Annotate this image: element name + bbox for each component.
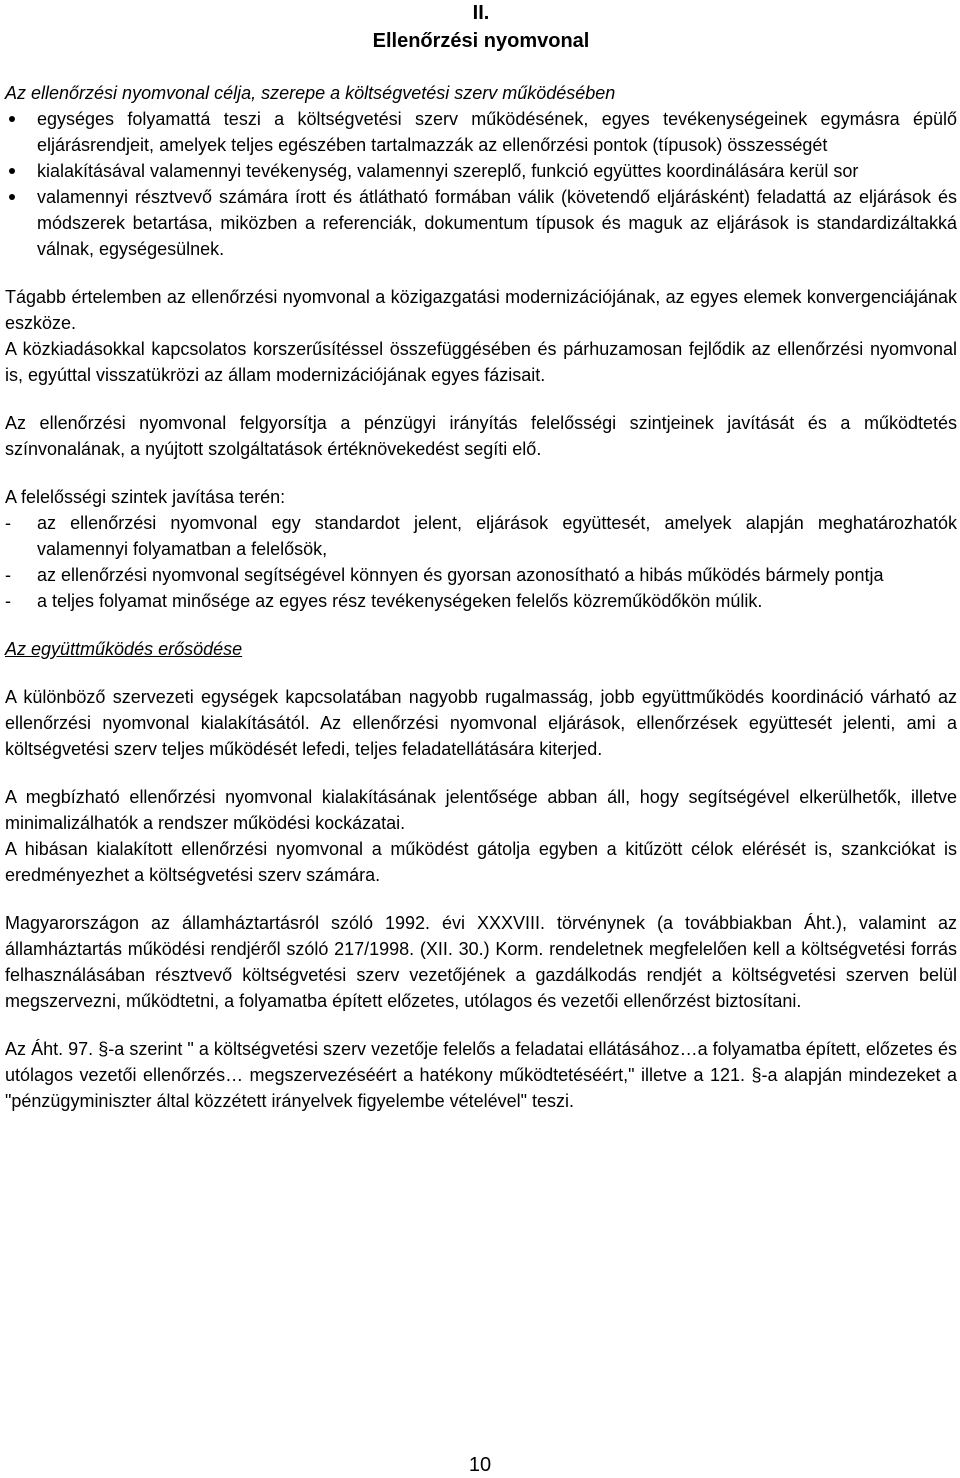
dash-item-text: a teljes folyamat minősége az egyes rész tevékenységeken felelős közreműködőkön múlik. [37,591,763,611]
paragraph-aht-quote: Az Áht. 97. §-a szerint " a költségvetési szerv vezetője felelős a feladatai ellátásához…a folyamatba épített, előzetes és utólagos vezetői ellenőrzés… megszervezéséért a hatékony működtetéséért," illetve a 121. §-a alapján mindezeket a "pénzügyminiszter által közzétett irányelvek figyelembe vételével" teszi. [5,1039,957,1111]
paragraph-cooperation: A különböző szervezeti egységek kapcsolatában nagyobb rugalmasság, jobb együttműködés koordináció várható az ellenőrzési nyomvonal kialakításától. Az ellenőrzési nyomvonal eljárások, ellenőrzések együttesét jelenti, ami a költségvetési szerv teljes működését lefedi, teljes feladatellátására kiterjed. [5,687,957,759]
responsibility-title: A felelősségi szintek javítása terén: [5,487,286,507]
dash-marker: - [5,591,11,611]
dash-list-item [5,588,957,614]
paragraph-financial-control: Az ellenőrzési nyomvonal felgyorsítja a pénzügyi irányítás felelősségi szintjeinek javítását és a működtetés színvonalának, a nyújtott szolgáltatások értéknövekedést segíti elő. [5,413,957,459]
paragraph-legal-basis: Magyarországon az államháztartásról szóló 1992. évi XXXVIII. törvénynek (a továbbiakban Áht.), valamint az államháztartás működési rendjéről szóló 217/1998. (XII. 30.) Korm. rendeletnek megfelelően kell a költségvetési forrás felhasználásában résztvevő költségvetési szerv vezetőjének a gazdálkodás rendjét a költségvetési szerven belül megszervezni, működtetni, a folyamatba épített előzetes, utólagos és vezetői ellenőrzést biztosítani. [5,913,957,1011]
chapter-number: II. [472,2,490,24]
paragraph-broader-sense: Tágabb értelemben az ellenőrzési nyomvonal a közigazgatási modernizációjának, az egyes elemek konvergenciájának eszköze. [5,287,957,333]
bullet-item: egységes folyamattá teszi a költségvetési szerv működésének, egyes tevékenységeinek egymásra épülő eljárásrendjeit, amelyek teljes egészében tartalmazzák az ellenőrzési pontok (típusok) összességét [5,106,957,158]
dash-marker: - [5,565,11,585]
section-title-cooperation-text: Az együttműködés erősödése [5,639,243,659]
purpose-bullet-list [5,106,957,262]
bullet-item: valamennyi résztvevő számára írott és átlátható formában válik (követendő eljárásként) feladattá az eljárások és módszerek betartása, miközben a referenciák, dokumentum típusok és maguk az eljárások is standardizáltakká válnak, egységesülnek. [5,184,957,262]
dash-list-item [5,562,957,588]
page-number: 10 [468,1454,492,1476]
responsibility-dash-list [5,510,957,614]
section-title-purpose: Az ellenőrzési nyomvonal célja, szerepe a költségvetési szerv működésében [5,83,616,103]
section-title-cooperation [5,636,957,662]
dash-list-item [5,510,957,562]
bullet-item: kialakításával valamennyi tevékenység, valamennyi szereplő, funkció együttes koordinálására kerül sor [5,158,957,184]
dash-marker: - [5,513,11,533]
dash-item-text: az ellenőrzési nyomvonal egy standardot jelent, eljárások együttesét, amelyek alapján meghatározhatók valamennyi folyamatban a felelősök, [37,513,957,559]
paragraph-public-spending: A közkiadásokkal kapcsolatos korszerűsítéssel összefüggésében és párhuzamosan fejlődik az ellenőrzési nyomvonal is, egyúttal visszatükrözi az állam modernizációjának egyes fázisait. [5,339,957,385]
dash-item-text: az ellenőrzési nyomvonal segítségével könnyen és gyorsan azonosítható a hibás működés bármely pontja [37,565,884,585]
chapter-title: Ellenőrzési nyomvonal [372,30,590,52]
paragraph-reliable-trail: A megbízható ellenőrzési nyomvonal kialakításának jelentősége abban áll, hogy segítségével elkerülhetők, illetve minimalizálhatók a rendszer működési kockázatai. [5,787,957,833]
paragraph-faulty-trail: A hibásan kialakított ellenőrzési nyomvonal a működést gátolja egyben a kitűzött célok elérését is, szankciókat is eredményezhet a költségvetési szerv számára. [5,839,957,885]
